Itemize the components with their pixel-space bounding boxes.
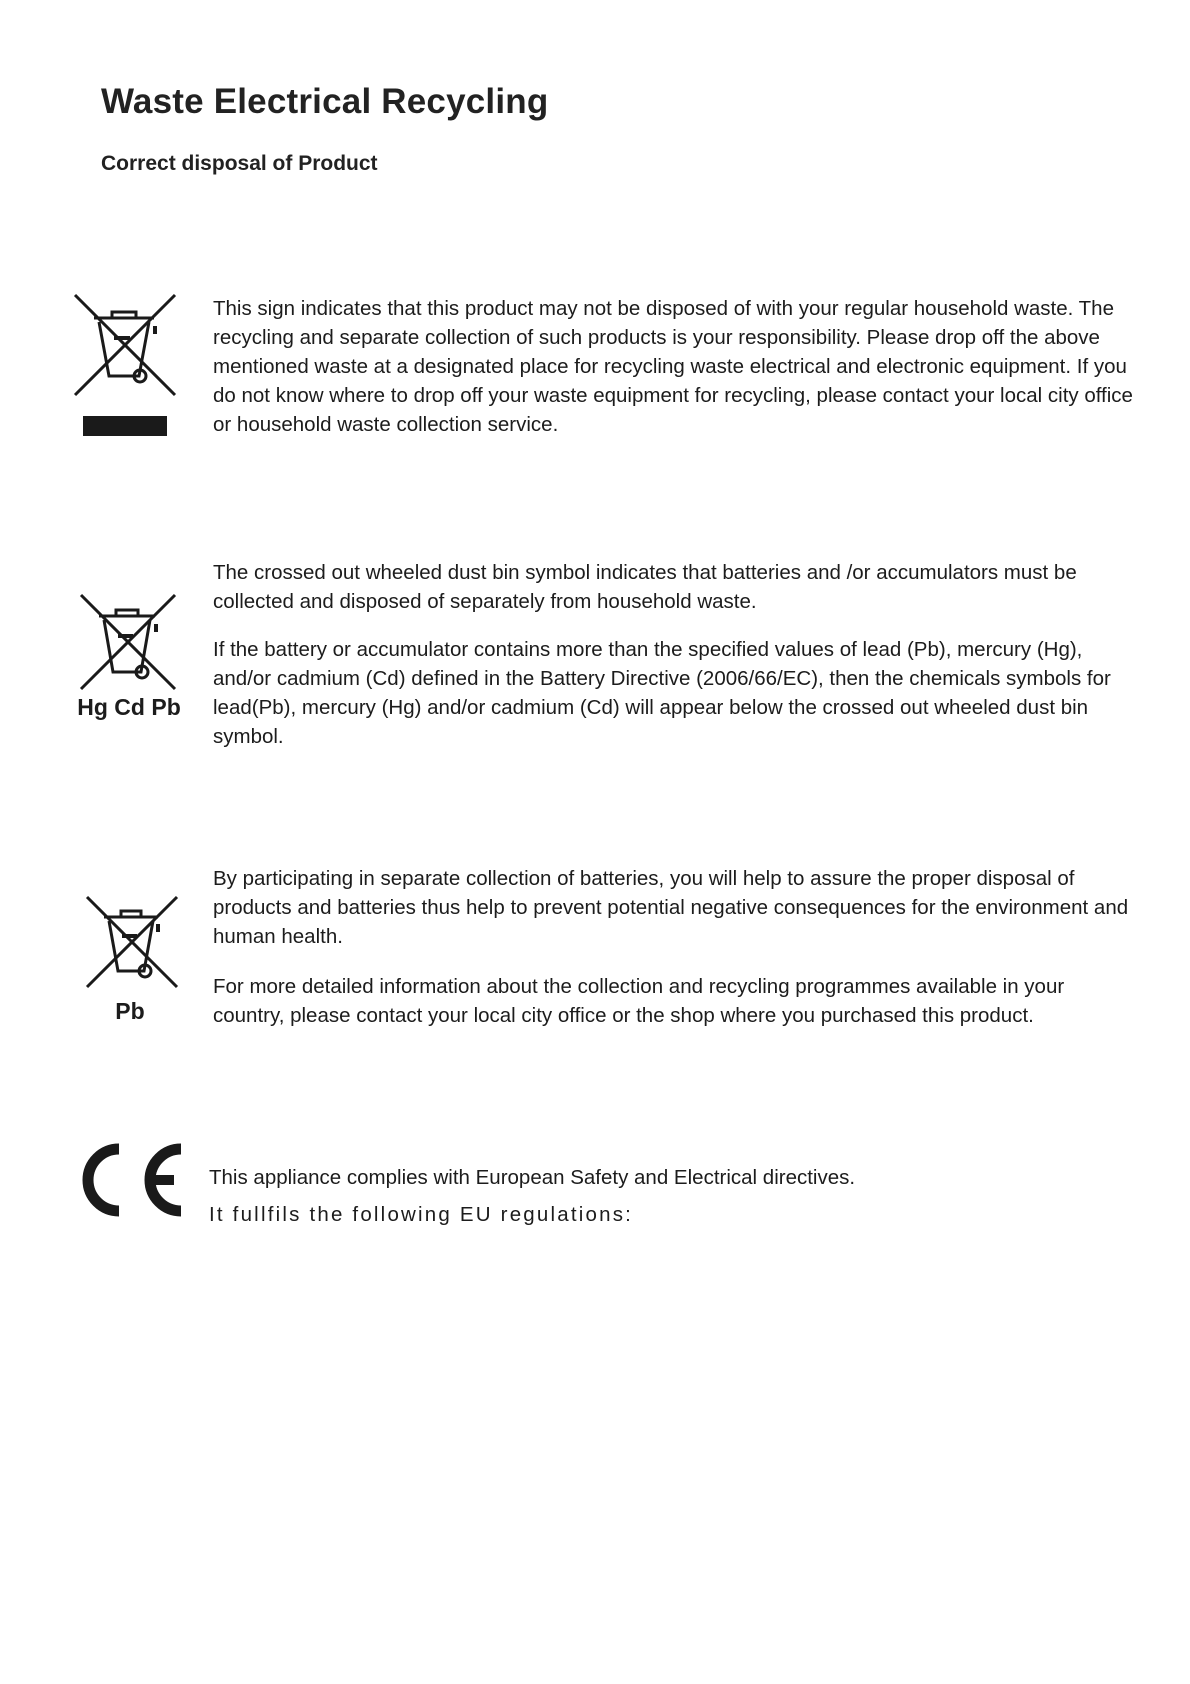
chemical-symbols-label: Hg Cd Pb (77, 694, 181, 720)
chemical-symbol-label: Pb (115, 998, 145, 1024)
ce-mark-icon (74, 1141, 186, 1219)
eu-regulations-text: It fullfils the following EU regulations: (209, 1203, 634, 1226)
weee-paragraph: This sign indicates that this product may not be disposed of with your regular household waste. The recycling and separate collection of such products is your responsibility. Please drop off the above mentioned waste at a designated place for recycling waste electrical and electronic equipment. If you do not know where to drop off your waste equipment for recycling, please contact your local city office or household waste collection service. (213, 297, 1133, 436)
battery-collection-paragraph: By participating in separate collection of batteries, you will help to assure the proper disposal of products and batteries thus help to prevent potential negative consequences for the environment and human health. (213, 867, 1129, 948)
battery-chemicals-paragraph: If the battery or accumulator contains more than the specified values of lead (Pb), mercury (Hg), and/or cadmium (Cd) defined in the Battery Directive (2006/66/EC), then the chemicals symbols for lead(Pb), mercury (Hg) and/or cadmium (Cd) will appear below the crossed out wheeled dust bin symbol. (213, 638, 1111, 748)
crossed-wheelie-bin-icon (72, 292, 178, 440)
crossed-wheelie-bin-icon (84, 894, 180, 990)
page-title: Waste Electrical Recycling (101, 82, 549, 121)
bin-underline-bar (83, 416, 167, 436)
page-subtitle: Correct disposal of Product (101, 152, 378, 175)
battery-symbol-paragraph: The crossed out wheeled dust bin symbol indicates that batteries and /or accumulators must be collected and disposed of separately from household waste. (213, 561, 1077, 613)
ce-compliance-text: This appliance complies with European Safety and Electrical directives. (209, 1166, 856, 1189)
crossed-wheelie-bin-icon (78, 592, 178, 692)
more-info-paragraph: For more detailed information about the collection and recycling programmes available in your country, please contact your local city office or the shop where you purchased this product. (213, 975, 1065, 1027)
